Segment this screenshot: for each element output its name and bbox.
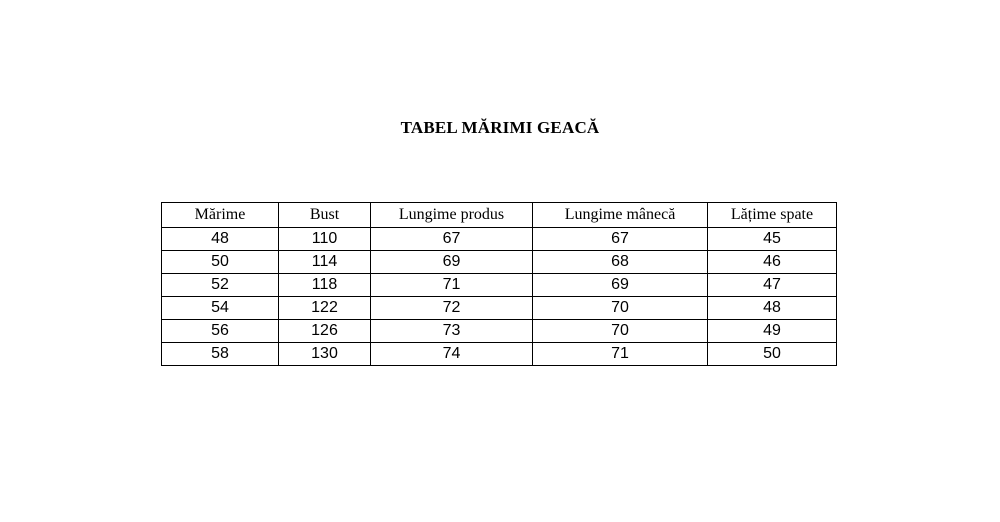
cell-product-length: 72 — [371, 297, 533, 320]
size-chart-table — [161, 202, 837, 366]
table-row — [162, 297, 837, 320]
cell-size: 52 — [162, 274, 279, 297]
column-header-bust: Bust — [279, 203, 371, 228]
cell-size: 58 — [162, 343, 279, 366]
cell-back-width: 47 — [708, 274, 837, 297]
cell-bust: 130 — [279, 343, 371, 366]
column-header-product-length: Lungime produs — [371, 203, 533, 228]
cell-bust: 114 — [279, 251, 371, 274]
column-header-sleeve-length: Lungime mânecă — [533, 203, 708, 228]
table-row — [162, 251, 837, 274]
table-header-row — [162, 203, 837, 228]
cell-sleeve-length: 70 — [533, 297, 708, 320]
cell-back-width: 48 — [708, 297, 837, 320]
cell-sleeve-length: 67 — [533, 228, 708, 251]
cell-bust: 122 — [279, 297, 371, 320]
table-row — [162, 228, 837, 251]
cell-product-length: 67 — [371, 228, 533, 251]
table-row — [162, 320, 837, 343]
cell-size: 50 — [162, 251, 279, 274]
cell-product-length: 69 — [371, 251, 533, 274]
cell-size: 54 — [162, 297, 279, 320]
cell-product-length: 74 — [371, 343, 533, 366]
page-title: TABEL MĂRIMI GEACĂ — [400, 118, 600, 137]
cell-back-width: 46 — [708, 251, 837, 274]
column-header-back-width: Lățime spate — [708, 203, 837, 228]
cell-back-width: 49 — [708, 320, 837, 343]
cell-size: 48 — [162, 228, 279, 251]
cell-product-length: 73 — [371, 320, 533, 343]
cell-back-width: 45 — [708, 228, 837, 251]
cell-product-length: 71 — [371, 274, 533, 297]
table-row — [162, 274, 837, 297]
cell-bust: 126 — [279, 320, 371, 343]
column-header-size: Mărime — [162, 203, 279, 228]
cell-back-width: 50 — [708, 343, 837, 366]
cell-bust: 118 — [279, 274, 371, 297]
cell-sleeve-length: 69 — [533, 274, 708, 297]
cell-size: 56 — [162, 320, 279, 343]
table-row — [162, 343, 837, 366]
cell-sleeve-length: 68 — [533, 251, 708, 274]
cell-sleeve-length: 71 — [533, 343, 708, 366]
cell-sleeve-length: 70 — [533, 320, 708, 343]
cell-bust: 110 — [279, 228, 371, 251]
